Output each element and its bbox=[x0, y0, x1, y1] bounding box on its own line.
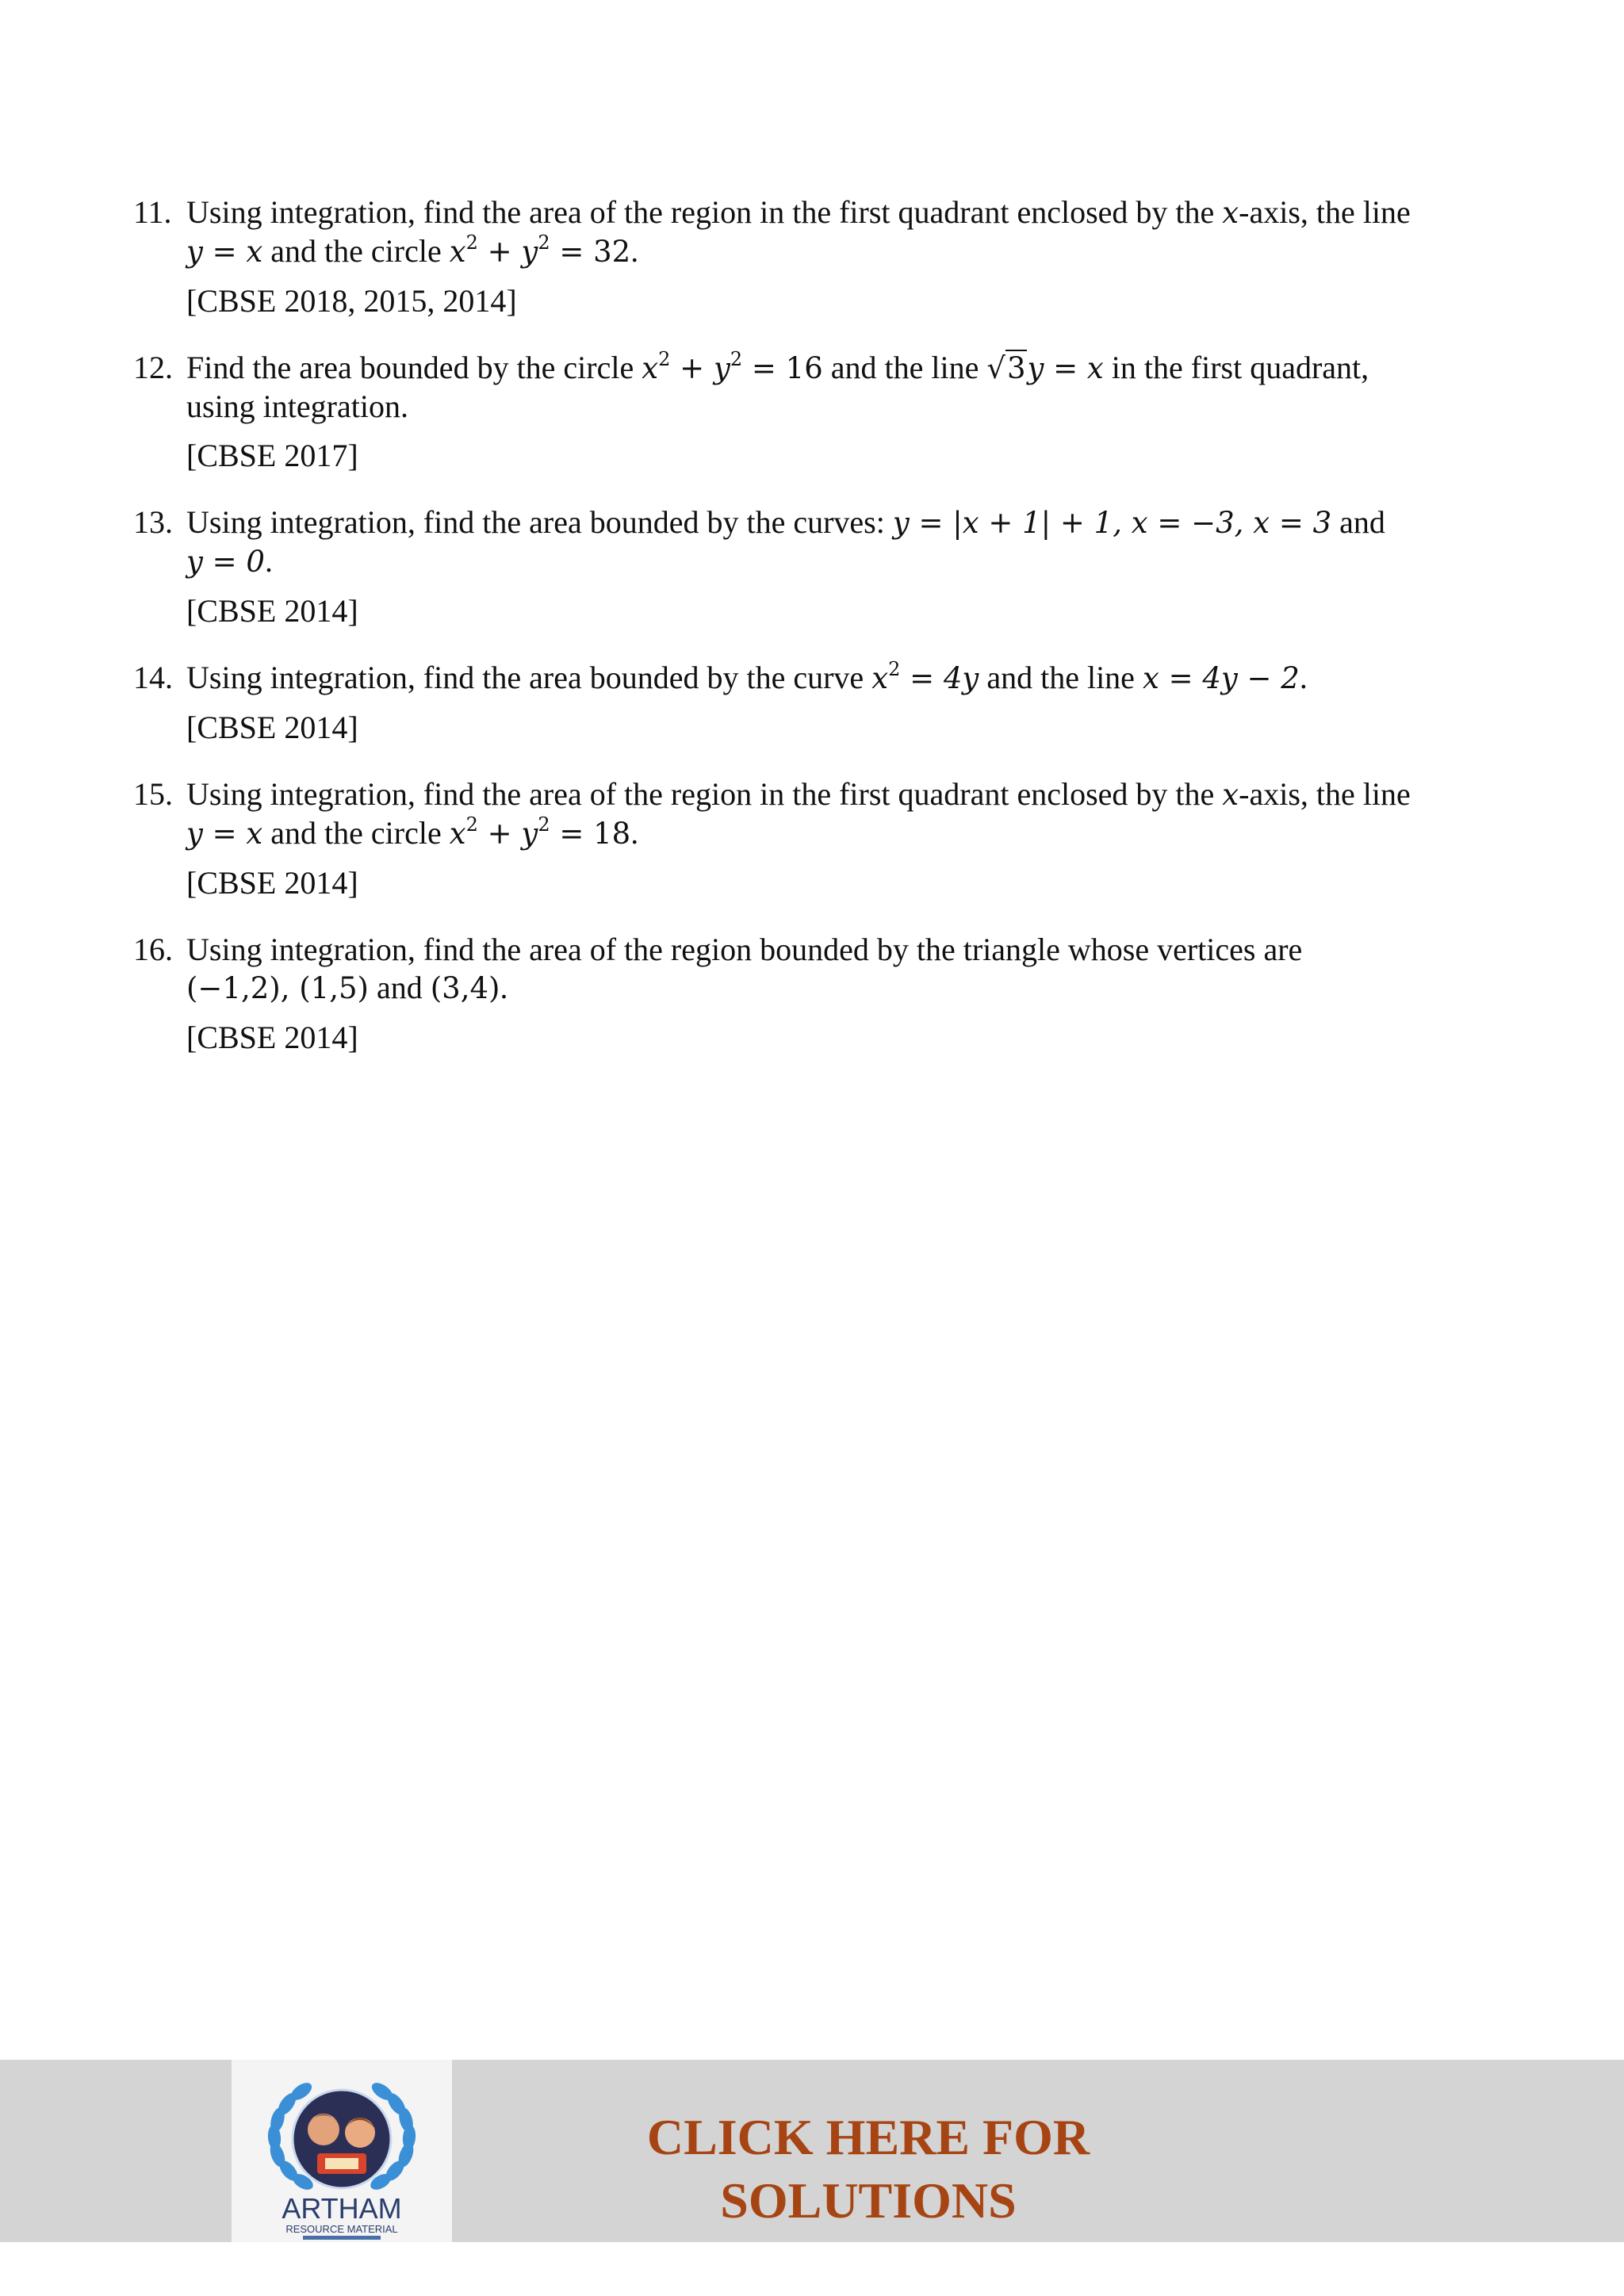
footer-banner bbox=[0, 2060, 1624, 2242]
question-12 bbox=[133, 349, 1497, 475]
question-text: and bbox=[1331, 504, 1385, 540]
question-text: Find the area bounded by the circle bbox=[186, 350, 642, 385]
question-text: Using integration, find the area of the region in the first quadrant enclosed by the bbox=[186, 776, 1223, 812]
question-number: 12. bbox=[133, 350, 173, 385]
question-12-text bbox=[133, 349, 1497, 426]
question-15-text: 15. Using integration, find the area of the region in the first quadrant enclosed by the x-axis, the line y = x and the circle $x^2 + y^2 = 18$. bbox=[133, 776, 1411, 851]
question-text: using integration. bbox=[186, 388, 408, 424]
question-16-text: 16. Using integration, find the area of the region bounded by the triangle whose vertices are (−1,2), (1,5) and (3,4). bbox=[133, 932, 1303, 1005]
math-circle: $x^2 + y^2 = 16$ bbox=[642, 348, 823, 385]
math-curve: $x^2 = 4y$ bbox=[871, 658, 979, 695]
question-number: 14. bbox=[133, 660, 173, 695]
source-citation: [CBSE 2014] bbox=[186, 865, 358, 901]
question-text: Using integration, find the area of the region in the first quadrant enclosed by the bbox=[186, 194, 1223, 230]
question-text: and the line bbox=[979, 660, 1143, 695]
question-11 bbox=[133, 193, 1497, 320]
question-13-text: 13. Using integration, find the area bounded by the curves: y = |x + 1| + 1, x = −3, x = 3 and y = 0. bbox=[133, 504, 1385, 579]
source-citation: [CBSE 2014] bbox=[186, 710, 358, 745]
question-16 bbox=[133, 931, 1497, 1057]
question-15 bbox=[133, 775, 1497, 902]
math-circle: $x^2 + y^2 = 32$ bbox=[449, 232, 631, 269]
solutions-link[interactable] bbox=[508, 2106, 1229, 2233]
math-var: x bbox=[1222, 196, 1239, 230]
sqrt-symbol: √3 bbox=[986, 351, 1026, 385]
question-13 bbox=[133, 503, 1497, 630]
artham-logo[interactable] bbox=[232, 2060, 452, 2242]
question-text: Using integration, find the area bounded by the curve bbox=[186, 660, 872, 695]
math-equation: y = 0 bbox=[186, 545, 265, 579]
question-14 bbox=[133, 659, 1497, 747]
logo-name: ARTHAM bbox=[282, 2192, 402, 2225]
question-text: and bbox=[368, 970, 431, 1005]
question-14-text: 14. Using integration, find the area bounded by the curve $x^2 = 4y$ and the line x = 4y − 2. bbox=[133, 658, 1308, 695]
question-text: -axis, the line bbox=[1239, 194, 1411, 230]
cta-line-1[interactable]: CLICK HERE FOR bbox=[646, 2109, 1090, 2165]
question-text: Using integration, find the area bounded by the curves: bbox=[186, 504, 893, 540]
cta-line-2[interactable]: SOLUTIONS bbox=[720, 2172, 1017, 2229]
question-list bbox=[133, 193, 1497, 1085]
question-text: and the circle bbox=[262, 815, 450, 851]
math-equation: y = x bbox=[186, 235, 263, 269]
math-curves: y = |x + 1| + 1, x = −3, x = 3 bbox=[892, 506, 1332, 540]
source-citation: [CBSE 2018, 2015, 2014] bbox=[186, 283, 517, 319]
logo-subtitle: RESOURCE MATERIAL bbox=[285, 2223, 398, 2235]
question-11-text: 11. Using integration, find the area of the region in the first quadrant enclosed by the x-axis, the line y = x and the circle $x^2 + y^2 = 32$. bbox=[133, 194, 1411, 269]
question-number: 16. bbox=[133, 932, 173, 967]
question-number: 11. bbox=[133, 194, 172, 230]
question-text: Using integration, find the area of the region bounded by the triangle whose vertices are bbox=[186, 932, 1303, 967]
question-text: and the line bbox=[822, 350, 987, 385]
question-text: in the first quadrant, bbox=[1103, 350, 1369, 385]
math-vertex: (3,4) bbox=[430, 971, 500, 1005]
source-citation: [CBSE 2014] bbox=[186, 1020, 358, 1055]
question-text: -axis, the line bbox=[1239, 776, 1411, 812]
math-var: x bbox=[1222, 778, 1239, 812]
question-text: and the circle bbox=[262, 233, 450, 269]
source-citation: [CBSE 2017] bbox=[186, 438, 358, 473]
source-citation: [CBSE 2014] bbox=[186, 593, 358, 629]
question-number: 13. bbox=[133, 504, 173, 540]
laurel-logo-icon bbox=[232, 2060, 452, 2242]
math-line: x = 4y − 2 bbox=[1142, 661, 1300, 695]
math-equation: y = x bbox=[186, 817, 263, 851]
math-vertices: (−1,2), (1,5) bbox=[186, 971, 369, 1005]
math-line: √3y = x bbox=[986, 351, 1104, 385]
question-number: 15. bbox=[133, 776, 173, 812]
math-circle: $x^2 + y^2 = 18$ bbox=[449, 813, 631, 851]
